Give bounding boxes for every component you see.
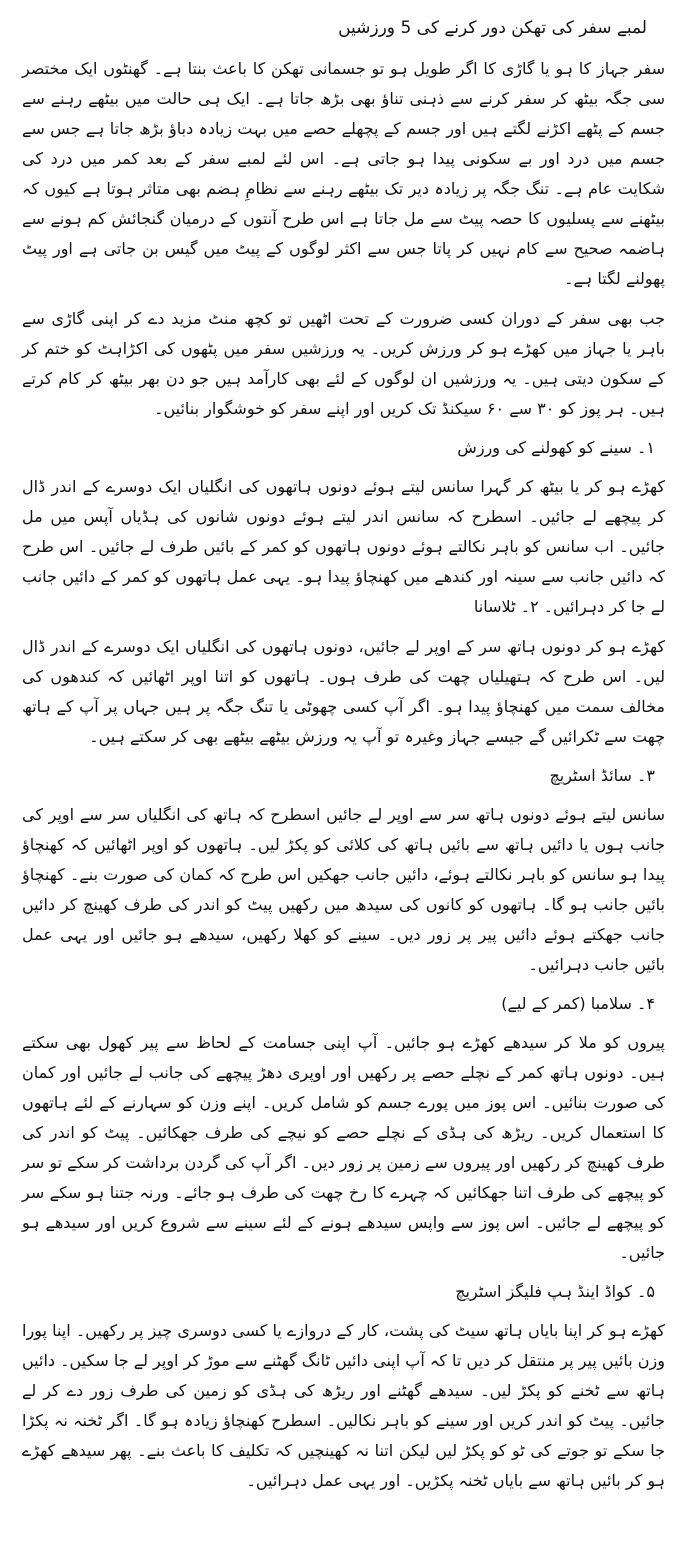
exercise-3-text: سانس لیتے ہوئے دونوں ہاتھ سر سے اوپر لے جائیں اسطرح کہ ہاتھ کی انگلیاں سر سے اوپر کی جانب ہوں یا دائیں ہاتھ سے بائیں ہاتھ کی کلائی کو پکڑ لیں۔ ہاتھوں کو اوپر اٹھائیں کہ کھنچاؤ پیدا ہو سانس کو باہر نکالتے ہوئے، دائیں جانب جھکیں اس طرح کہ کمان کی صورت بنے۔ کھنچاؤ بائیں جانب ہو گا۔ ہاتھوں کو کانوں کی سیدھ میں رکھیں پیٹ کو اندر کی طرف کھینچ کر دائیں جانب جھکتے ہوئے دائیں پیر پر زور دیں۔ سینے کو کھلا رکھیں، سیدھے ہو جائیں اور یہی عمل بائیں جانب دہرائیں۔	[22, 805, 665, 974]
article-title: لمبے سفر کی تھکن دور کرنے کی 5 ورزشیں	[338, 18, 647, 38]
exercise-5-heading: ۵۔ کواڈ اینڈ ہپ فلیگز اسٹریچ	[455, 1282, 655, 1301]
exercise-4-text: پیروں کو ملا کر سیدھے کھڑے ہو جائیں۔ آپ اپنی جسامت کے لحاظ سے پیر کھول بھی سکتے ہیں۔ دونوں ہاتھ کمر کے نچلے حصے پر رکھیں اور اوپری دھڑ پیچھے کی جانب لے جائیں اور کمان کی صورت بنائیں۔ اس پوز میں پورے جسم کو شامل کریں۔ اپنے وزن کو سہارنے کے لئے ہاتھوں کا استعمال کریں۔ ریڑھ کی ہڈی کے نچلے حصے کو نیچے کی طرف جھکائیں۔ پیٹ کو اندر کی طرف کھینچ کر رکھیں اور پیروں سے زمین پر زور دیں۔ اگر آپ کی گردن برداشت کر سکے تو سر کو پیچھے کی طرف اتنا جھکائیں کہ چہرے کا رخ چھت کی طرف ہو جائے۔ ورنہ جتنا ہو سکے سر کو پیچھے لے جائیں۔ اس پوز سے واپس سیدھے ہونے کے لئے سینے سے شروع کریں اور سیدھے ہو جائیں۔	[22, 1033, 665, 1262]
exercise-1-text: کھڑے ہو کر یا بیٹھ کر گہرا سانس لیتے ہوئے دونوں ہاتھوں کی انگلیاں ایک دوسرے کے اندر ڈال کر پیچھے لے جائیں۔ اسطرح کہ سانس اندر لیتے ہوئے دونوں شانوں کی ہڈیاں آپس میں مل جائیں۔ اب سانس کو باہر نکالتے ہوئے دونوں ہاتھوں کو کمر کے بائیں طرف لے جائیں۔ اس طرح کہ دائیں جانب سے سینہ اور کندھے میں کھنچاؤ پیدا ہو۔ یہی عمل ہاتھوں کو کمر کے دائیں جانب لے جا کر دہرائیں۔ ۲۔ ٹلاسانا	[22, 477, 665, 616]
intro-paragraph-2: جب بھی سفر کے دوران کسی ضرورت کے تحت اٹھیں تو کچھ منٹ مزید دے کر اپنی گاڑی سے باہر یا جہاز میں کھڑے ہو کر ورزش کریں۔ یہ ورزشیں سفر میں پٹھوں کی اکڑاہٹ کو ختم کر کے سکون دیتی ہیں۔ یہ ورزشیں ان لوگوں کے لئے بھی کارآمد ہیں جو دن بھر بیٹھ کر کام کرتے ہیں۔ ہر پوز کو ۳۰ سے ۶۰ سیکنڈ تک کریں اور اپنے سفر کو خوشگوار بنائیں۔	[22, 309, 665, 418]
exercise-2-text: کھڑے ہو کر دونوں ہاتھ سر کے اوپر لے جائیں، دونوں ہاتھوں کی انگلیاں ایک دوسرے کے اندر ڈال لیں۔ اس طرح کہ ہتھیلیاں چھت کی طرف ہوں۔ ہاتھوں کو اتنا اوپر اٹھائیں کہ کندھوں کی مخالف سمت میں کھنچاؤ پیدا ہو۔ اگر آپ کسی چھوٹی یا تنگ جگہ پر ہیں جہاں پر آپ کے ہاتھ چھت سے ٹکرائیں گے جیسے جہاز وغیرہ تو آپ یہ ورزش بیٹھے بیٹھے بھی کر سکتے ہیں۔	[22, 637, 665, 746]
exercise-1-heading: ۱۔ سینے کو کھولنے کی ورزش	[457, 438, 655, 457]
exercise-5-text: کھڑے ہو کر اپنا بایاں ہاتھ سیٹ کی پشت، کار کے دروازے یا کسی دوسری چیز پر رکھیں۔ اپنا پورا وزن بائیں پیر پر منتقل کر دیں تا کہ آپ اپنی دائیں ٹانگ گھٹنے سے موڑ کر اوپر لے جا سکیں۔ دائیں ہاتھ سے ٹخنے کو پکڑ لیں۔ سیدھے گھٹنے اور ریڑھ کی ہڈی کو زمین کی طرف زور دے کر لے جائیں۔ پیٹ کو اندر کریں اور سینے کو باہر نکالیں۔ اسطرح کھنچاؤ زیادہ ہو گا۔ اگر ٹخنہ نہ پکڑا جا سکے تو جوتے کی ٹو کو پکڑ لیں لیکن اتنا نہ کھینچیں کہ تکلیف کا باعث بنے۔ پھر سیدھے کھڑے ہو کر بائیں ہاتھ سے بایاں ٹخنہ پکڑیں۔ اور یہی عمل دہرائیں۔	[22, 1321, 665, 1490]
intro-paragraph-1: سفر جہاز کا ہو یا گاڑی کا اگر طویل ہو تو جسمانی تھکن کا باعث بنتا ہے۔ گھنٹوں ایک مختصر سی جگہ بیٹھ کر سفر کرنے سے ذہنی تناؤ بھی بڑھ جاتا ہے۔ ایک ہی حالت میں بیٹھے رہنے سے جسم کے پٹھے اکڑنے لگتے ہیں اور جسم کے پچھلے حصے میں بہت زیادہ دباؤ بڑھ جاتا ہے جس سے جسم میں درد اور بے سکونی پیدا ہو جاتی ہے۔ اس لئے لمبے سفر کے بعد کمر میں درد کی شکایت عام ہے۔ تنگ جگہ پر زیادہ دیر تک بیٹھے رہنے سے نظامِ ہضم بھی متاثر ہوتا ہے کیوں کہ بیٹھنے سے پسلیوں کا حصہ پیٹ سے مل جاتا ہے اس طرح آنتوں کے درمیان گنجائش کم ہونے سے ہاضمہ صحیح سے کام نہیں کر پاتا جس سے اکثر لوگوں کے پیٹ میں گیس بن جاتی ہے اور پیٹ پھولنے لگتا ہے۔	[22, 59, 665, 288]
exercise-3-heading: ۳۔ سائڈ اسٹریچ	[549, 766, 655, 785]
exercise-4-heading: ۴۔ سلامبا (کمر کے لیے)	[501, 994, 655, 1013]
